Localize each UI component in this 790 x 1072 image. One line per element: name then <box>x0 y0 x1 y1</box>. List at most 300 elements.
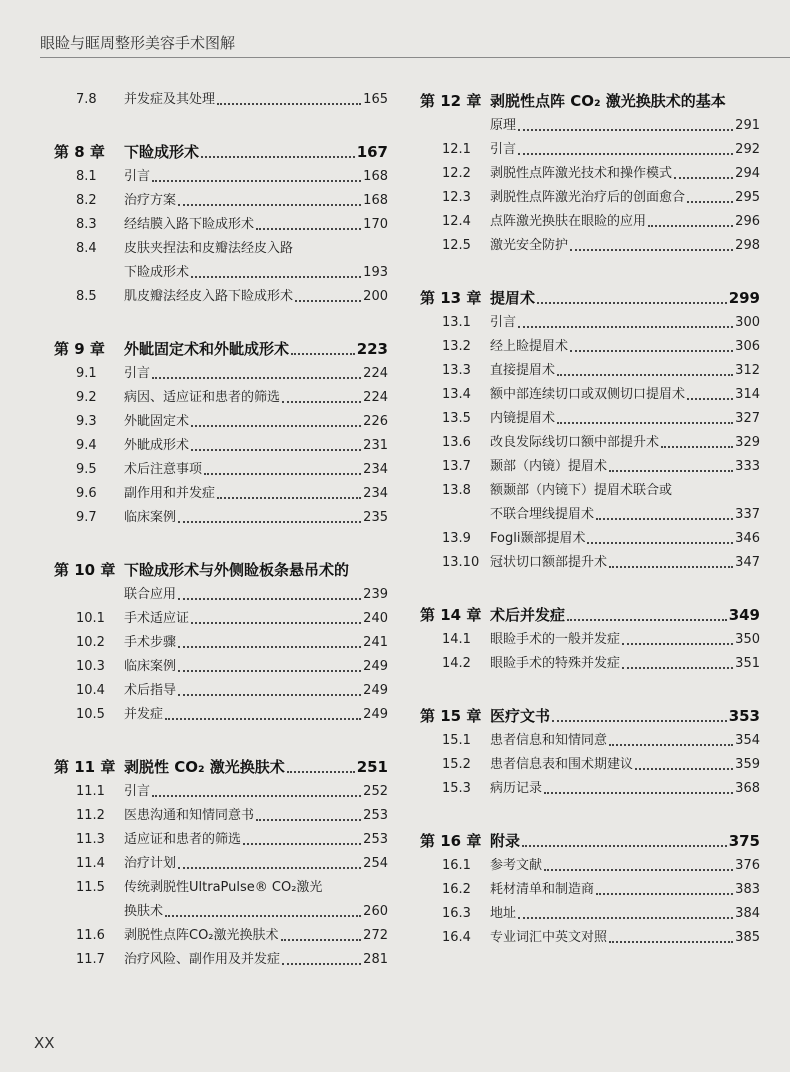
toc-section-entry[interactable] <box>420 503 760 527</box>
section-number: 9.1 <box>76 366 97 381</box>
toc-section-entry[interactable] <box>54 434 388 458</box>
toc-chapter-c13 <box>420 285 760 575</box>
toc-section-entry[interactable] <box>420 431 760 455</box>
section-title: 适应证和患者的筛选 <box>124 832 242 847</box>
section-number: 10.4 <box>76 683 105 698</box>
dot-leader <box>165 915 361 917</box>
dot-leader <box>522 845 727 847</box>
dot-leader <box>587 542 733 544</box>
section-title: Fogli颞部提眉术 <box>490 531 586 546</box>
section-number: 13.4 <box>442 387 471 402</box>
page-reference: 234 <box>363 462 388 477</box>
dot-leader <box>191 622 361 624</box>
page-reference: 281 <box>363 952 388 967</box>
page-reference: 239 <box>363 587 388 602</box>
page-reference: 312 <box>735 363 760 378</box>
page-reference: 368 <box>735 781 760 796</box>
chapter-title: 联合应用 <box>124 587 177 602</box>
dot-leader <box>518 153 733 155</box>
dot-leader <box>191 276 361 278</box>
page-reference: 231 <box>363 438 388 453</box>
dot-leader <box>596 518 733 520</box>
section-title: 传统剥脱性UltraPulse® CO₂激光 <box>124 880 323 895</box>
section-number: 13.8 <box>442 483 471 498</box>
page-reference: 327 <box>735 411 760 426</box>
chapter-title: 下睑成形术 <box>124 143 200 161</box>
dot-leader <box>622 667 733 669</box>
section-number: 11.1 <box>76 784 105 799</box>
toc-section-entry[interactable] <box>54 924 388 948</box>
section-title: 治疗方案 <box>124 193 177 208</box>
toc-chapter-c15 <box>420 703 760 801</box>
toc-chapter-c12 <box>420 88 760 258</box>
dot-leader <box>178 867 361 869</box>
section-title: 病因、适应证和患者的筛选 <box>124 390 281 405</box>
section-number: 10.1 <box>76 611 105 626</box>
dot-leader <box>178 646 361 648</box>
dot-leader <box>243 843 361 845</box>
toc-chapter-entry[interactable] <box>54 754 388 780</box>
dot-leader <box>518 326 733 328</box>
page-reference: 306 <box>735 339 760 354</box>
dot-leader <box>552 720 727 722</box>
page-reference: 292 <box>735 142 760 157</box>
toc-section-entry[interactable] <box>54 237 388 261</box>
section-title: 患者信息和知情同意 <box>490 733 608 748</box>
dot-leader <box>256 228 361 230</box>
dot-leader <box>204 473 361 475</box>
section-title: 皮肤夹捏法和皮瓣法经皮入路 <box>124 241 294 256</box>
dot-leader <box>518 917 733 919</box>
dot-leader <box>557 374 733 376</box>
toc-section-entry[interactable] <box>54 386 388 410</box>
section-title: 参考文献 <box>490 858 543 873</box>
toc-section-entry[interactable] <box>420 854 760 878</box>
section-title: 不联合埋线提眉术 <box>490 507 595 522</box>
section-title: 副作用和并发症 <box>124 486 216 501</box>
toc-right-column <box>420 88 760 977</box>
page-reference: 296 <box>735 214 760 229</box>
toc-left-column <box>54 88 388 999</box>
section-title: 引言 <box>490 142 517 157</box>
section-number: 12.1 <box>442 142 471 157</box>
section-number: 15.3 <box>442 781 471 796</box>
dot-leader <box>674 177 733 179</box>
page-reference: 349 <box>728 606 760 624</box>
chapter-number: 第 15 章 <box>420 707 482 725</box>
toc-chapter-entry[interactable] <box>54 583 388 607</box>
toc-chapter-c16 <box>420 828 760 950</box>
chapter-number: 第 13 章 <box>420 289 482 307</box>
dot-leader <box>544 869 733 871</box>
page-reference: 254 <box>363 856 388 871</box>
chapter-title: 外眦固定术和外眦成形术 <box>124 340 290 358</box>
page-reference: 294 <box>735 166 760 181</box>
page-reference: 241 <box>363 635 388 650</box>
toc-section-entry[interactable] <box>54 804 388 828</box>
section-number: 13.9 <box>442 531 471 546</box>
toc-chapter-c7 <box>54 88 388 112</box>
toc-section-entry[interactable] <box>420 926 760 950</box>
page-reference: 314 <box>735 387 760 402</box>
section-title: 治疗计划 <box>124 856 177 871</box>
dot-leader <box>518 129 733 131</box>
toc-section-entry[interactable] <box>420 210 760 234</box>
chapter-number: 第 9 章 <box>54 340 105 358</box>
dot-leader <box>635 768 733 770</box>
section-number: 13.5 <box>442 411 471 426</box>
toc-section-entry[interactable] <box>54 876 388 900</box>
section-number: 13.10 <box>442 555 480 570</box>
dot-leader <box>178 598 361 600</box>
toc-section-entry[interactable] <box>54 482 388 506</box>
dot-leader <box>661 446 733 448</box>
dot-leader <box>165 718 361 720</box>
running-header <box>40 32 790 58</box>
section-number: 10.3 <box>76 659 105 674</box>
toc-chapter-entry[interactable] <box>420 828 760 854</box>
section-title: 病历记录 <box>490 781 543 796</box>
page-reference: 350 <box>735 632 760 647</box>
page-reference: 359 <box>735 757 760 772</box>
section-title: 改良发际线切口额中部提升术 <box>490 435 660 450</box>
section-title: 专业词汇中英文对照 <box>490 930 608 945</box>
section-title: 引言 <box>124 169 151 184</box>
section-title: 患者信息表和围术期建议 <box>490 757 634 772</box>
page-reference: 253 <box>363 832 388 847</box>
section-title: 激光安全防护 <box>490 238 569 253</box>
page-reference: 333 <box>735 459 760 474</box>
chapter-title: 剥脱性 CO₂ 激光换肤术 <box>124 758 285 776</box>
section-title: 点阵激光换肤在眼睑的应用 <box>490 214 647 229</box>
toc-section-entry[interactable] <box>54 362 388 386</box>
section-title: 临床案例 <box>124 510 177 525</box>
section-number: 10.2 <box>76 635 105 650</box>
page-reference: 168 <box>363 193 388 208</box>
page-reference: 240 <box>363 611 388 626</box>
toc-section-entry[interactable] <box>54 506 388 530</box>
section-title: 外眦成形术 <box>124 438 190 453</box>
chapter-number: 第 10 章 <box>54 561 116 579</box>
toc-section-entry[interactable] <box>54 213 388 237</box>
section-title: 颞部（内镜）提眉术 <box>490 459 608 474</box>
dot-leader <box>567 619 727 621</box>
toc-section-entry[interactable] <box>420 383 760 407</box>
page-reference: 223 <box>356 340 388 358</box>
page-reference: 337 <box>735 507 760 522</box>
dot-leader <box>687 201 733 203</box>
page-reference: 385 <box>735 930 760 945</box>
section-number: 8.3 <box>76 217 97 232</box>
section-number: 13.6 <box>442 435 471 450</box>
dot-leader <box>537 302 727 304</box>
toc-chapter-entry[interactable] <box>420 114 760 138</box>
toc-section-entry[interactable] <box>54 189 388 213</box>
section-title: 术后指导 <box>124 683 177 698</box>
chapter-number: 第 16 章 <box>420 832 482 850</box>
section-title: 医患沟通和知情同意书 <box>124 808 255 823</box>
dot-leader <box>287 771 355 773</box>
toc-section-entry[interactable] <box>420 479 760 503</box>
section-title: 外眦固定术 <box>124 414 190 429</box>
toc-chapter-c8 <box>54 139 388 309</box>
toc-section-entry[interactable] <box>54 88 388 112</box>
page-reference: 167 <box>356 143 388 161</box>
page-reference: 354 <box>735 733 760 748</box>
toc-section-entry[interactable] <box>54 165 388 189</box>
dot-leader <box>152 180 361 182</box>
section-number: 9.5 <box>76 462 97 477</box>
toc-section-entry[interactable] <box>420 527 760 551</box>
section-number: 9.6 <box>76 486 97 501</box>
toc-section-entry[interactable] <box>420 729 760 753</box>
page-reference: 351 <box>735 656 760 671</box>
page-reference: 353 <box>728 707 760 725</box>
section-number: 13.2 <box>442 339 471 354</box>
section-number: 16.3 <box>442 906 471 921</box>
toc-section-entry[interactable] <box>420 186 760 210</box>
page-reference: 299 <box>728 289 760 307</box>
dot-leader <box>217 103 361 105</box>
page-reference: 235 <box>363 510 388 525</box>
toc-section-entry[interactable] <box>420 234 760 258</box>
toc-section-entry[interactable] <box>54 852 388 876</box>
dot-leader <box>281 939 362 941</box>
toc-chapter-entry[interactable] <box>54 557 388 583</box>
dot-leader <box>152 795 361 797</box>
page-reference: 252 <box>363 784 388 799</box>
section-number: 15.2 <box>442 757 471 772</box>
toc-section-entry[interactable] <box>420 138 760 162</box>
dot-leader <box>295 300 361 302</box>
toc-chapter-entry[interactable] <box>420 88 760 114</box>
dot-leader <box>178 521 361 523</box>
dot-leader <box>282 401 361 403</box>
chapter-title: 医疗文书 <box>490 707 551 725</box>
toc-chapter-entry[interactable] <box>54 139 388 165</box>
toc-chapter-c10 <box>54 557 388 727</box>
section-number: 16.4 <box>442 930 471 945</box>
toc-section-entry[interactable] <box>420 311 760 335</box>
section-number: 11.2 <box>76 808 105 823</box>
page-reference: 170 <box>363 217 388 232</box>
page-reference: 193 <box>363 265 388 280</box>
toc-section-entry[interactable] <box>54 655 388 679</box>
section-title: 换肤术 <box>124 904 164 919</box>
dot-leader <box>596 893 733 895</box>
dot-leader <box>570 350 733 352</box>
section-number: 15.1 <box>442 733 471 748</box>
chapter-title: 原理 <box>490 118 517 133</box>
section-title: 剥脱性点阵CO₂激光换肤术 <box>124 928 279 943</box>
page-reference: 249 <box>363 707 388 722</box>
toc-section-entry[interactable] <box>54 631 388 655</box>
dot-leader <box>622 643 733 645</box>
chapter-number: 第 12 章 <box>420 92 482 110</box>
page-reference: 298 <box>735 238 760 253</box>
dot-leader <box>557 422 733 424</box>
section-number: 11.5 <box>76 880 105 895</box>
chapter-title: 提眉术 <box>490 289 536 307</box>
section-number: 13.3 <box>442 363 471 378</box>
section-title: 直接提眉术 <box>490 363 556 378</box>
page-reference: 165 <box>363 92 388 107</box>
section-number: 11.7 <box>76 952 105 967</box>
toc-section-entry[interactable] <box>420 902 760 926</box>
toc-section-entry[interactable] <box>54 285 388 309</box>
section-number: 13.1 <box>442 315 471 330</box>
page-reference: 376 <box>735 858 760 873</box>
toc-section-entry[interactable] <box>420 455 760 479</box>
section-number: 12.2 <box>442 166 471 181</box>
page-reference: 249 <box>363 659 388 674</box>
section-number: 16.1 <box>442 858 471 873</box>
section-number: 10.5 <box>76 707 105 722</box>
toc-section-entry[interactable] <box>420 551 760 575</box>
dot-leader <box>178 670 361 672</box>
section-number: 9.2 <box>76 390 97 405</box>
dot-leader <box>609 744 733 746</box>
section-title: 治疗风险、副作用及并发症 <box>124 952 281 967</box>
chapter-number: 第 14 章 <box>420 606 482 624</box>
page-reference: 291 <box>735 118 760 133</box>
dot-leader <box>609 470 733 472</box>
page-reference: 383 <box>735 882 760 897</box>
section-title: 剥脱性点阵激光技术和操作模式 <box>490 166 673 181</box>
section-title: 下睑成形术 <box>124 265 190 280</box>
toc-chapter-c11 <box>54 754 388 972</box>
section-title: 冠状切口额部提升术 <box>490 555 608 570</box>
section-number: 16.2 <box>442 882 471 897</box>
toc-section-entry[interactable] <box>420 753 760 777</box>
section-title: 耗材清单和制造商 <box>490 882 595 897</box>
section-title: 额颞部（内镜下）提眉术联合或 <box>490 483 673 498</box>
dot-leader <box>570 249 733 251</box>
section-title: 手术步骤 <box>124 635 177 650</box>
toc-chapter-entry[interactable] <box>420 703 760 729</box>
toc-section-entry[interactable] <box>54 900 388 924</box>
page-reference: 251 <box>356 758 388 776</box>
dot-leader <box>291 353 355 355</box>
toc-chapter-entry[interactable] <box>420 285 760 311</box>
dot-leader <box>256 819 361 821</box>
toc-section-entry[interactable] <box>54 458 388 482</box>
chapter-title: 下睑成形术与外侧睑板条悬吊术的 <box>124 561 350 579</box>
page-reference: 295 <box>735 190 760 205</box>
dot-leader <box>217 497 361 499</box>
toc-section-entry[interactable] <box>420 407 760 431</box>
toc-section-entry[interactable] <box>420 162 760 186</box>
section-number: 8.4 <box>76 241 97 256</box>
toc-section-entry[interactable] <box>420 359 760 383</box>
chapter-title: 附录 <box>490 832 521 850</box>
page-reference: 224 <box>363 390 388 405</box>
page-reference: 347 <box>735 555 760 570</box>
dot-leader <box>609 941 733 943</box>
page-reference: 346 <box>735 531 760 546</box>
toc-section-entry[interactable] <box>420 652 760 676</box>
toc-section-entry[interactable] <box>54 948 388 972</box>
dot-leader <box>178 694 361 696</box>
toc-section-entry[interactable] <box>420 777 760 801</box>
section-title: 引言 <box>124 366 151 381</box>
page-reference: 260 <box>363 904 388 919</box>
page-reference: 329 <box>735 435 760 450</box>
section-title: 临床案例 <box>124 659 177 674</box>
page-reference: 249 <box>363 683 388 698</box>
toc-chapter-entry[interactable] <box>54 336 388 362</box>
section-title: 剥脱性点阵激光治疗后的创面愈合 <box>490 190 686 205</box>
page-reference: 224 <box>363 366 388 381</box>
toc-chapter-entry[interactable] <box>420 602 760 628</box>
section-title: 手术适应证 <box>124 611 190 626</box>
chapter-title: 剥脱性点阵 CO₂ 激光换肤术的基本 <box>490 92 726 110</box>
toc-section-entry[interactable] <box>54 607 388 631</box>
section-number: 8.2 <box>76 193 97 208</box>
chapter-number: 第 11 章 <box>54 758 116 776</box>
page-number: XX <box>34 1034 55 1052</box>
section-number: 11.3 <box>76 832 105 847</box>
dot-leader <box>201 156 355 158</box>
section-title: 并发症 <box>124 707 164 722</box>
section-number: 12.4 <box>442 214 471 229</box>
book-title: 眼睑与眶周整形美容手术图解 <box>40 34 236 52</box>
section-number: 12.3 <box>442 190 471 205</box>
toc-section-entry[interactable] <box>54 261 388 285</box>
toc-section-entry[interactable] <box>54 780 388 804</box>
dot-leader <box>178 204 361 206</box>
section-title: 额中部连续切口或双侧切口提眉术 <box>490 387 686 402</box>
section-title: 肌皮瓣法经皮入路下睑成形术 <box>124 289 294 304</box>
chapter-title: 术后并发症 <box>490 606 566 624</box>
dot-leader <box>282 963 361 965</box>
page-reference: 253 <box>363 808 388 823</box>
page-reference: 272 <box>363 928 388 943</box>
toc-section-entry[interactable] <box>54 703 388 727</box>
section-number: 14.2 <box>442 656 471 671</box>
toc-section-entry[interactable] <box>420 878 760 902</box>
dot-leader <box>609 566 733 568</box>
page-reference: 226 <box>363 414 388 429</box>
section-number: 11.4 <box>76 856 105 871</box>
section-number: 12.5 <box>442 238 471 253</box>
section-number: 8.1 <box>76 169 97 184</box>
dot-leader <box>687 398 733 400</box>
section-number: 8.5 <box>76 289 97 304</box>
page-reference: 200 <box>363 289 388 304</box>
section-title: 术后注意事项 <box>124 462 203 477</box>
page-reference: 384 <box>735 906 760 921</box>
toc-section-entry[interactable] <box>54 679 388 703</box>
section-title: 内镜提眉术 <box>490 411 556 426</box>
page-reference: 375 <box>728 832 760 850</box>
page-reference: 168 <box>363 169 388 184</box>
section-title: 经结膜入路下睑成形术 <box>124 217 255 232</box>
section-number: 9.4 <box>76 438 97 453</box>
toc-section-entry[interactable] <box>54 828 388 852</box>
section-title: 经上睑提眉术 <box>490 339 569 354</box>
page-reference: 234 <box>363 486 388 501</box>
toc-section-entry[interactable] <box>420 335 760 359</box>
page-reference: 300 <box>735 315 760 330</box>
section-number: 11.6 <box>76 928 105 943</box>
section-number: 13.7 <box>442 459 471 474</box>
toc-section-entry[interactable] <box>54 410 388 434</box>
section-title: 眼睑手术的特殊并发症 <box>490 656 621 671</box>
toc-section-entry[interactable] <box>420 628 760 652</box>
dot-leader <box>544 792 733 794</box>
dot-leader <box>191 425 361 427</box>
